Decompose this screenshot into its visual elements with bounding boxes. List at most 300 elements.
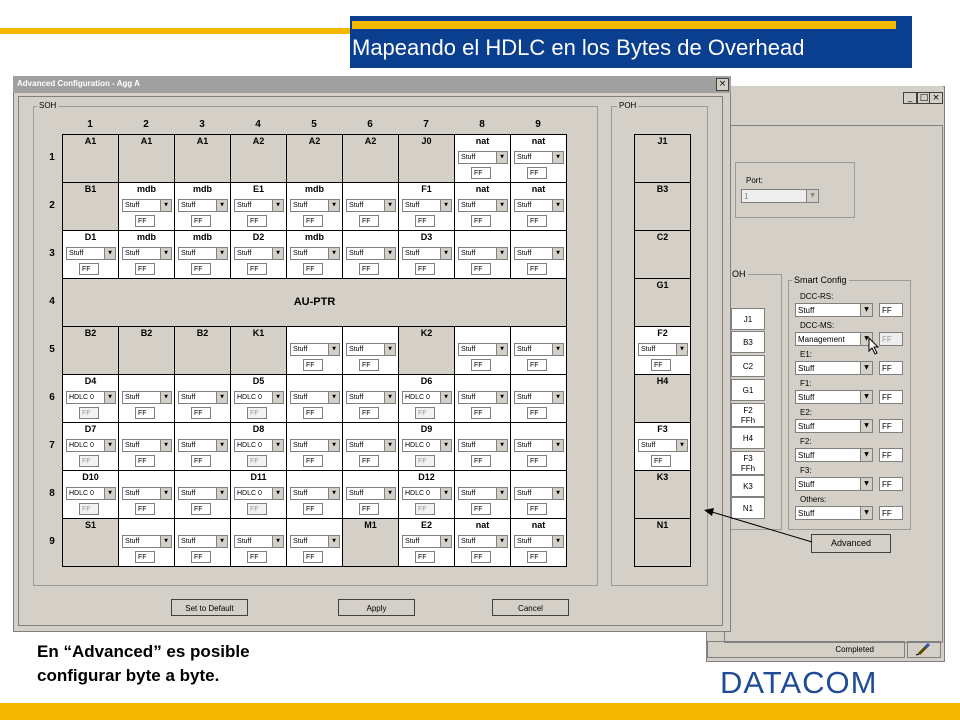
smart-config-value: Stuff: [798, 509, 815, 518]
byte-name: mdb: [305, 232, 324, 242]
byte-name: K2: [420, 328, 433, 338]
poh-label: POH: [619, 101, 637, 110]
mouse-cursor-icon: [868, 337, 880, 355]
smart-config-value: Stuff: [798, 364, 815, 373]
smart-config-label: DCC-MS:: [800, 321, 835, 330]
column-header: 3: [199, 119, 205, 130]
close-icon[interactable]: ×: [929, 92, 943, 104]
smart-config-label: E1:: [800, 350, 813, 359]
byte-mode-value: HDLC 0: [237, 394, 262, 401]
chevron-down-icon[interactable]: ▼: [496, 248, 507, 259]
byte-name: A2: [252, 136, 265, 146]
smart-config-value: Stuff: [798, 451, 815, 460]
chevron-down-icon[interactable]: ▼: [104, 392, 115, 403]
smart-config-label: DCC-RS:: [800, 292, 834, 301]
byte-mode-value: Stuff: [405, 250, 420, 257]
byte-name: C2: [656, 232, 669, 242]
byte-value-field[interactable]: FF: [303, 407, 323, 419]
smart-config-label: F2:: [800, 437, 812, 446]
maximize-icon[interactable]: □: [917, 92, 931, 104]
background-poh-byte: F3 FFh: [731, 451, 765, 475]
byte-mode-value: Stuff: [349, 202, 364, 209]
byte-name: D1: [84, 232, 97, 242]
chevron-down-icon[interactable]: ▼: [104, 440, 115, 451]
row-header: 6: [49, 392, 55, 403]
byte-mode-value: Stuff: [517, 538, 532, 545]
byte-value-field: FF: [79, 455, 99, 467]
byte-mode-value: Stuff: [293, 442, 308, 449]
byte-name: A1: [140, 136, 153, 146]
byte-value-field[interactable]: FF: [359, 503, 379, 515]
byte-name: nat: [475, 184, 490, 194]
smart-config-label: F3:: [800, 466, 812, 475]
chevron-down-icon[interactable]: ▼: [104, 248, 115, 259]
chevron-down-icon[interactable]: ▼: [328, 440, 339, 451]
byte-value-field[interactable]: FF: [527, 215, 547, 227]
byte-mode-value: Stuff: [293, 538, 308, 545]
row-header: 1: [49, 152, 55, 163]
byte-name: A2: [364, 136, 377, 146]
byte-value-field[interactable]: FF: [191, 503, 211, 515]
chevron-down-icon[interactable]: ▼: [272, 536, 283, 547]
chevron-down-icon[interactable]: ▼: [440, 488, 451, 499]
byte-name: D9: [420, 424, 433, 434]
byte-value-field[interactable]: FF: [527, 503, 547, 515]
byte-name: D11: [250, 472, 267, 482]
chevron-down-icon[interactable]: ▼: [496, 344, 507, 355]
byte-value-field: FF: [79, 503, 99, 515]
byte-value-field[interactable]: FF: [359, 407, 379, 419]
chevron-down-icon[interactable]: ▼: [440, 200, 451, 211]
background-poh-byte: K3: [731, 475, 765, 497]
byte-value-field[interactable]: FF: [527, 407, 547, 419]
byte-value-field: FF: [415, 407, 435, 419]
byte-mode-value: HDLC 0: [405, 394, 430, 401]
smart-config-ff-field[interactable]: FF: [879, 390, 903, 404]
byte-name: B2: [196, 328, 209, 338]
byte-value-field[interactable]: FF: [135, 263, 155, 275]
byte-mode-value: Stuff: [181, 394, 196, 401]
byte-name: B3: [656, 184, 669, 194]
soh-label: SOH: [39, 101, 57, 110]
row-header: 5: [49, 344, 55, 355]
smart-config-label: F1:: [800, 379, 812, 388]
smart-config-label: Smart Config: [794, 275, 847, 285]
cancel-button[interactable]: Cancel: [492, 599, 569, 616]
background-poh-byte: J1: [731, 308, 765, 330]
byte-value-field[interactable]: FF: [359, 215, 379, 227]
byte-mode-value: Stuff: [517, 346, 532, 353]
column-header: 7: [423, 119, 429, 130]
chevron-down-icon[interactable]: ▼: [328, 344, 339, 355]
byte-name: B1: [84, 184, 97, 194]
column-header: 8: [479, 119, 485, 130]
byte-mode-value: Stuff: [349, 394, 364, 401]
byte-mode-value: Stuff: [517, 394, 532, 401]
byte-value-field[interactable]: FF: [651, 455, 671, 467]
byte-value-field[interactable]: FF: [247, 215, 267, 227]
chevron-down-icon[interactable]: ▼: [860, 449, 872, 461]
chevron-down-icon[interactable]: ▼: [328, 488, 339, 499]
byte-value-field[interactable]: FF: [471, 407, 491, 419]
byte-mode-value: Stuff: [125, 394, 140, 401]
byte-value-field[interactable]: FF: [191, 263, 211, 275]
byte-value-field[interactable]: FF: [471, 359, 491, 371]
slide-caption: En “Advanced” es posible configurar byte a byte.: [37, 642, 250, 685]
byte-name: J1: [657, 136, 668, 146]
chevron-down-icon[interactable]: ▼: [216, 536, 227, 547]
byte-value-field[interactable]: FF: [359, 263, 379, 275]
chevron-down-icon[interactable]: ▼: [328, 200, 339, 211]
byte-value-field[interactable]: FF: [359, 455, 379, 467]
byte-name: nat: [531, 136, 546, 146]
row-header: 8: [49, 488, 55, 499]
smart-config-ff-field[interactable]: FF: [879, 419, 903, 433]
byte-mode-value: Stuff: [69, 250, 84, 257]
byte-mode-value: Stuff: [293, 490, 308, 497]
byte-mode-value: HDLC 0: [405, 442, 430, 449]
chevron-down-icon[interactable]: ▼: [272, 488, 283, 499]
smart-config-value: Stuff: [798, 422, 815, 431]
byte-mode-value: Stuff: [181, 538, 196, 545]
chevron-down-icon[interactable]: ▼: [496, 536, 507, 547]
chevron-down-icon[interactable]: ▼: [440, 440, 451, 451]
byte-value-field[interactable]: FF: [191, 455, 211, 467]
accent-bar-bottom: [0, 703, 960, 720]
byte-value-field: FF: [415, 455, 435, 467]
byte-name: nat: [475, 136, 490, 146]
chevron-down-icon[interactable]: ▼: [860, 507, 872, 519]
chevron-down-icon[interactable]: ▼: [384, 488, 395, 499]
byte-value-field: FF: [247, 503, 267, 515]
smart-config-label: Others:: [800, 495, 827, 504]
byte-mode-value: HDLC 0: [69, 394, 94, 401]
chevron-down-icon[interactable]: ▼: [552, 392, 563, 403]
byte-value-field[interactable]: FF: [191, 215, 211, 227]
byte-value-field[interactable]: FF: [135, 215, 155, 227]
byte-value-field[interactable]: FF: [303, 215, 323, 227]
byte-mode-value: Stuff: [125, 202, 140, 209]
byte-value-field[interactable]: FF: [135, 407, 155, 419]
smart-config-ff-field[interactable]: FF: [879, 303, 903, 317]
byte-value-field[interactable]: FF: [359, 359, 379, 371]
byte-mode-value: Stuff: [293, 346, 308, 353]
byte-mode-value: Stuff: [461, 442, 476, 449]
byte-name: J0: [421, 136, 432, 146]
background-poh-byte: B3: [731, 331, 765, 353]
byte-name: B2: [140, 328, 153, 338]
byte-value-field[interactable]: FF: [471, 455, 491, 467]
chevron-down-icon[interactable]: ▼: [160, 392, 171, 403]
chevron-down-icon[interactable]: ▼: [552, 488, 563, 499]
byte-name: D10: [82, 472, 99, 482]
smart-config-value: Stuff: [798, 480, 815, 489]
byte-mode-value: HDLC 0: [237, 442, 262, 449]
byte-mode-value: Stuff: [181, 202, 196, 209]
chevron-down-icon[interactable]: ▼: [272, 440, 283, 451]
byte-value-field[interactable]: FF: [135, 503, 155, 515]
chevron-down-icon[interactable]: ▼: [496, 488, 507, 499]
chevron-down-icon[interactable]: ▼: [160, 200, 171, 211]
smart-config-value: Management: [798, 335, 845, 344]
byte-value-field[interactable]: FF: [527, 455, 547, 467]
byte-name: N1: [656, 520, 669, 530]
chevron-down-icon[interactable]: ▼: [160, 248, 171, 259]
chevron-down-icon[interactable]: ▼: [552, 152, 563, 163]
background-poh-byte: C2: [731, 355, 765, 377]
chevron-down-icon[interactable]: ▼: [328, 248, 339, 259]
byte-mode-value: Stuff: [293, 394, 308, 401]
dialog-title: Advanced Configuration - Agg A: [17, 79, 140, 88]
byte-name: D12: [418, 472, 435, 482]
smart-config-ff-field[interactable]: FF: [879, 361, 903, 375]
byte-mode-value: Stuff: [405, 202, 420, 209]
smart-config-value: Stuff: [798, 393, 815, 402]
byte-mode-value: Stuff: [125, 250, 140, 257]
row-header: 7: [49, 440, 55, 451]
byte-name: D6: [420, 376, 433, 386]
chevron-down-icon[interactable]: ▼: [216, 392, 227, 403]
chevron-down-icon[interactable]: ▼: [216, 248, 227, 259]
byte-mode-value: HDLC 0: [405, 490, 430, 497]
byte-mode-value: Stuff: [237, 250, 252, 257]
chevron-down-icon[interactable]: ▼: [496, 200, 507, 211]
byte-mode-value: Stuff: [293, 250, 308, 257]
byte-value-field: FF: [247, 455, 267, 467]
background-poh-byte: F2 FFh: [731, 403, 765, 427]
chevron-down-icon[interactable]: ▼: [384, 392, 395, 403]
chevron-down-icon[interactable]: ▼: [552, 200, 563, 211]
byte-mode-value: Stuff: [125, 538, 140, 545]
chevron-down-icon[interactable]: ▼: [272, 200, 283, 211]
byte-mode-value: Stuff: [237, 202, 252, 209]
byte-value-field[interactable]: FF: [303, 503, 323, 515]
byte-name: A2: [308, 136, 321, 146]
byte-name: E1: [252, 184, 264, 194]
byte-value-field[interactable]: FF: [247, 263, 267, 275]
byte-value-field[interactable]: FF: [303, 455, 323, 467]
byte-name: mdb: [193, 232, 212, 242]
chevron-down-icon[interactable]: ▼: [860, 362, 872, 374]
byte-name: M1: [364, 520, 377, 530]
port-label: Port:: [746, 176, 763, 185]
byte-value-field[interactable]: FF: [527, 167, 547, 179]
column-header: 1: [87, 119, 93, 130]
byte-value-field[interactable]: FF: [303, 263, 323, 275]
byte-mode-value: Stuff: [293, 202, 308, 209]
byte-name: D2: [252, 232, 265, 242]
chevron-down-icon[interactable]: ▼: [328, 536, 339, 547]
byte-value-field[interactable]: FF: [527, 359, 547, 371]
chevron-down-icon[interactable]: ▼: [496, 440, 507, 451]
byte-mode-value: Stuff: [461, 490, 476, 497]
chevron-down-icon[interactable]: ▼: [860, 304, 872, 316]
byte-name: nat: [531, 184, 546, 194]
byte-name: D3: [420, 232, 433, 242]
byte-mode-value: Stuff: [181, 442, 196, 449]
chevron-down-icon[interactable]: ▼: [216, 440, 227, 451]
byte-value-field: FF: [79, 407, 99, 419]
background-poh-byte: N1: [731, 497, 765, 519]
byte-mode-value: Stuff: [349, 346, 364, 353]
byte-value-field[interactable]: FF: [191, 551, 211, 563]
row-header: 2: [49, 200, 55, 211]
chevron-down-icon[interactable]: ▼: [384, 344, 395, 355]
byte-mode-value: HDLC 0: [69, 490, 94, 497]
column-header: 4: [255, 119, 261, 130]
chevron-down-icon[interactable]: ▼: [496, 152, 507, 163]
byte-mode-value: Stuff: [461, 538, 476, 545]
smart-config-ff-field[interactable]: FF: [879, 448, 903, 462]
chevron-down-icon[interactable]: ▼: [328, 392, 339, 403]
byte-value-field[interactable]: FF: [651, 359, 671, 371]
byte-value-field[interactable]: FF: [303, 551, 323, 563]
byte-mode-value: Stuff: [641, 442, 656, 449]
byte-name: F3: [657, 424, 668, 434]
byte-mode-value: Stuff: [461, 154, 476, 161]
chevron-down-icon[interactable]: ▼: [860, 391, 872, 403]
byte-mode-value: Stuff: [405, 538, 420, 545]
chevron-down-icon[interactable]: ▼: [384, 200, 395, 211]
byte-name: mdb: [305, 184, 324, 194]
chevron-down-icon[interactable]: ▼: [272, 392, 283, 403]
byte-value-field[interactable]: FF: [415, 215, 435, 227]
byte-name: H4: [656, 376, 669, 386]
row-header: 4: [49, 296, 55, 307]
byte-mode-value: Stuff: [181, 490, 196, 497]
byte-value-field[interactable]: FF: [415, 551, 435, 563]
byte-value-field[interactable]: FF: [471, 503, 491, 515]
slide-title: Mapeando el HDLC en los Bytes de Overhead: [352, 35, 805, 60]
chevron-down-icon[interactable]: ▼: [160, 536, 171, 547]
byte-name: mdb: [193, 184, 212, 194]
chevron-down-icon[interactable]: ▼: [860, 420, 872, 432]
chevron-down-icon[interactable]: ▼: [496, 392, 507, 403]
byte-name: G1: [656, 280, 669, 290]
byte-name: D8: [252, 424, 265, 434]
byte-value-field[interactable]: FF: [471, 215, 491, 227]
byte-mode-value: Stuff: [125, 490, 140, 497]
byte-name: B2: [84, 328, 97, 338]
chevron-down-icon[interactable]: ▼: [160, 488, 171, 499]
advanced-button[interactable]: Advanced: [811, 534, 891, 553]
chevron-down-icon[interactable]: ▼: [440, 536, 451, 547]
byte-mode-value: HDLC 0: [237, 490, 262, 497]
byte-value-field: FF: [415, 503, 435, 515]
chevron-down-icon[interactable]: ▼: [384, 440, 395, 451]
byte-mode-value: Stuff: [349, 442, 364, 449]
byte-value-field[interactable]: FF: [471, 551, 491, 563]
row-header: 3: [49, 248, 55, 259]
byte-name: K3: [656, 472, 669, 482]
byte-name: D7: [84, 424, 97, 434]
chevron-down-icon[interactable]: ▼: [440, 392, 451, 403]
byte-value-field[interactable]: FF: [79, 263, 99, 275]
chevron-down-icon[interactable]: ▼: [676, 344, 687, 355]
chevron-down-icon[interactable]: ▼: [552, 344, 563, 355]
chevron-down-icon[interactable]: ▼: [160, 440, 171, 451]
byte-value-field[interactable]: FF: [303, 359, 323, 371]
byte-mode-value: Stuff: [517, 154, 532, 161]
byte-mode-value: Stuff: [461, 394, 476, 401]
byte-mode-value: HDLC 0: [69, 442, 94, 449]
chevron-down-icon[interactable]: ▼: [384, 248, 395, 259]
byte-value-field[interactable]: FF: [471, 167, 491, 179]
byte-value-field[interactable]: FF: [247, 551, 267, 563]
minimize-icon[interactable]: _: [903, 92, 917, 104]
byte-name: nat: [531, 520, 546, 530]
byte-name: A1: [84, 136, 97, 146]
au-ptr-label: AU-PTR: [293, 296, 336, 308]
column-header: 5: [311, 119, 317, 130]
chevron-down-icon[interactable]: ▼: [552, 248, 563, 259]
byte-value-field[interactable]: FF: [527, 551, 547, 563]
byte-name: mdb: [137, 184, 156, 194]
smart-config-label: E2:: [800, 408, 813, 417]
background-poh-label: OH: [732, 269, 746, 279]
smart-config-ff-field[interactable]: FF: [879, 506, 903, 520]
byte-mode-value: Stuff: [517, 250, 532, 257]
byte-mode-value: Stuff: [125, 442, 140, 449]
byte-mode-value: Stuff: [461, 250, 476, 257]
set-to-default-button[interactable]: Set to Default: [171, 599, 248, 616]
port-select[interactable]: 1 ▼: [741, 189, 819, 203]
byte-value-field[interactable]: FF: [135, 551, 155, 563]
chevron-down-icon[interactable]: ▼: [216, 488, 227, 499]
byte-mode-value: Stuff: [349, 490, 364, 497]
background-poh-byte: H4: [731, 427, 765, 449]
chevron-down-icon[interactable]: ▼: [552, 440, 563, 451]
row-header: 9: [49, 536, 55, 547]
chevron-down-icon[interactable]: ▼: [216, 200, 227, 211]
byte-mode-value: Stuff: [349, 250, 364, 257]
byte-value-field[interactable]: FF: [527, 263, 547, 275]
byte-name: A1: [196, 136, 209, 146]
byte-mode-value: Stuff: [517, 202, 532, 209]
status-text: Completed: [707, 641, 905, 658]
byte-name: mdb: [137, 232, 156, 242]
byte-name: D4: [84, 376, 97, 386]
chevron-down-icon[interactable]: ▼: [272, 248, 283, 259]
byte-value-field[interactable]: FF: [415, 263, 435, 275]
byte-value-field[interactable]: FF: [471, 263, 491, 275]
byte-value-field[interactable]: FF: [191, 407, 211, 419]
column-header: 6: [367, 119, 373, 130]
chevron-down-icon[interactable]: ▼: [440, 248, 451, 259]
close-icon[interactable]: ×: [716, 78, 729, 91]
byte-mode-value: Stuff: [517, 490, 532, 497]
background-poh-byte: G1: [731, 379, 765, 401]
byte-name: F1: [421, 184, 432, 194]
smart-config-ff-field: FF: [879, 332, 903, 346]
byte-value-field[interactable]: FF: [135, 455, 155, 467]
chevron-down-icon[interactable]: ▼: [552, 536, 563, 547]
byte-mode-value: Stuff: [517, 442, 532, 449]
column-header: 2: [143, 119, 149, 130]
chevron-down-icon[interactable]: ▼: [104, 488, 115, 499]
byte-mode-value: Stuff: [461, 346, 476, 353]
byte-value-field: FF: [247, 407, 267, 419]
column-header: 9: [535, 119, 541, 130]
byte-name: S1: [84, 520, 96, 530]
chevron-down-icon[interactable]: ▼: [860, 478, 872, 490]
byte-name: D5: [252, 376, 265, 386]
chevron-down-icon[interactable]: ▼: [860, 333, 872, 345]
chevron-down-icon[interactable]: ▼: [676, 440, 687, 451]
apply-button[interactable]: Apply: [338, 599, 415, 616]
byte-name: K1: [252, 328, 265, 338]
smart-config-ff-field[interactable]: FF: [879, 477, 903, 491]
